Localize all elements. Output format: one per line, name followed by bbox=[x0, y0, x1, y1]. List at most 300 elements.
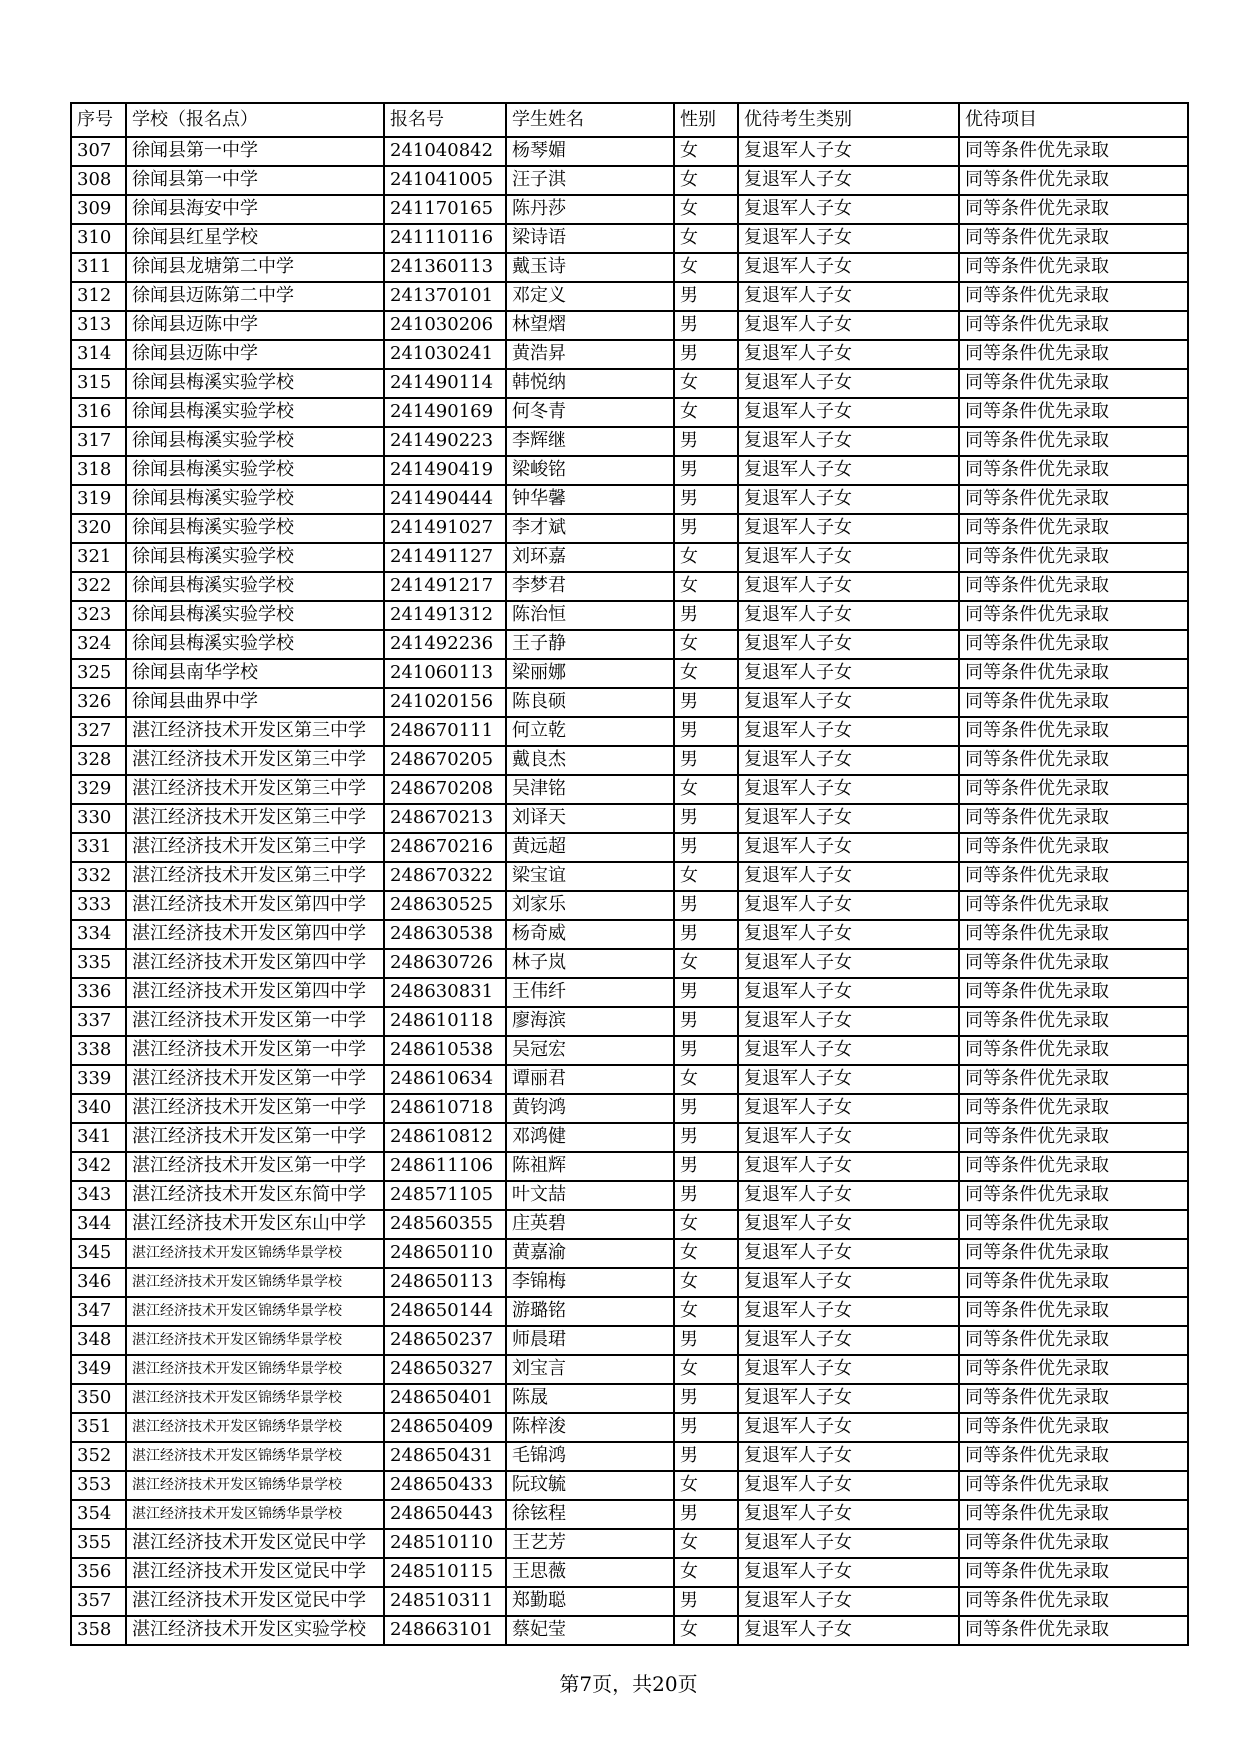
cell-item: 同等条件优先录取 bbox=[959, 746, 1188, 775]
cell-school: 湛江经济技术开发区觉民中学 bbox=[126, 1558, 384, 1587]
cell-reg-no: 241491217 bbox=[384, 572, 506, 601]
cell-seq: 322 bbox=[71, 572, 126, 601]
cell-student-name: 王思薇 bbox=[506, 1558, 674, 1587]
preferential-students-table bbox=[70, 102, 1189, 1646]
cell-reg-no: 248630538 bbox=[384, 920, 506, 949]
table-row bbox=[71, 514, 1188, 543]
cell-reg-no: 248670205 bbox=[384, 746, 506, 775]
cell-seq: 355 bbox=[71, 1529, 126, 1558]
table-row bbox=[71, 137, 1188, 166]
cell-student-name: 梁丽娜 bbox=[506, 659, 674, 688]
cell-gender: 男 bbox=[674, 282, 738, 311]
cell-gender: 男 bbox=[674, 1413, 738, 1442]
cell-seq: 325 bbox=[71, 659, 126, 688]
cell-reg-no: 248650409 bbox=[384, 1413, 506, 1442]
cell-student-name: 刘环嘉 bbox=[506, 543, 674, 572]
cell-item: 同等条件优先录取 bbox=[959, 1094, 1188, 1123]
cell-item: 同等条件优先录取 bbox=[959, 340, 1188, 369]
cell-reg-no: 248610812 bbox=[384, 1123, 506, 1152]
cell-reg-no: 248630525 bbox=[384, 891, 506, 920]
cell-seq: 318 bbox=[71, 456, 126, 485]
cell-school: 徐闻县红星学校 bbox=[126, 224, 384, 253]
cell-seq: 329 bbox=[71, 775, 126, 804]
table-row bbox=[71, 253, 1188, 282]
cell-school: 湛江经济技术开发区第一中学 bbox=[126, 1094, 384, 1123]
cell-school: 湛江经济技术开发区第四中学 bbox=[126, 920, 384, 949]
cell-gender: 女 bbox=[674, 398, 738, 427]
cell-reg-no: 248650327 bbox=[384, 1355, 506, 1384]
table-row bbox=[71, 1500, 1188, 1529]
table-row bbox=[71, 1239, 1188, 1268]
cell-student-name: 廖海滨 bbox=[506, 1007, 674, 1036]
cell-school: 湛江经济技术开发区锦绣华景学校 bbox=[126, 1239, 384, 1268]
cell-item: 同等条件优先录取 bbox=[959, 195, 1188, 224]
cell-seq: 351 bbox=[71, 1413, 126, 1442]
table-row bbox=[71, 601, 1188, 630]
table-row bbox=[71, 282, 1188, 311]
cell-school: 徐闻县海安中学 bbox=[126, 195, 384, 224]
cell-student-name: 钟华馨 bbox=[506, 485, 674, 514]
cell-school: 徐闻县曲界中学 bbox=[126, 688, 384, 717]
cell-gender: 男 bbox=[674, 514, 738, 543]
cell-reg-no: 248650401 bbox=[384, 1384, 506, 1413]
cell-category: 复退军人子女 bbox=[738, 688, 959, 717]
cell-school: 湛江经济技术开发区第四中学 bbox=[126, 949, 384, 978]
cell-school: 徐闻县梅溪实验学校 bbox=[126, 456, 384, 485]
cell-reg-no: 248650113 bbox=[384, 1268, 506, 1297]
cell-category: 复退军人子女 bbox=[738, 949, 959, 978]
table-row bbox=[71, 311, 1188, 340]
cell-reg-no: 241490169 bbox=[384, 398, 506, 427]
cell-gender: 女 bbox=[674, 1268, 738, 1297]
cell-school: 徐闻县梅溪实验学校 bbox=[126, 514, 384, 543]
table-row bbox=[71, 833, 1188, 862]
cell-category: 复退军人子女 bbox=[738, 456, 959, 485]
table-row bbox=[71, 1529, 1188, 1558]
cell-student-name: 李锦梅 bbox=[506, 1268, 674, 1297]
cell-seq: 345 bbox=[71, 1239, 126, 1268]
cell-seq: 340 bbox=[71, 1094, 126, 1123]
cell-item: 同等条件优先录取 bbox=[959, 1239, 1188, 1268]
cell-school: 湛江经济技术开发区第一中学 bbox=[126, 1152, 384, 1181]
cell-category: 复退军人子女 bbox=[738, 1123, 959, 1152]
cell-seq: 308 bbox=[71, 166, 126, 195]
cell-category: 复退军人子女 bbox=[738, 572, 959, 601]
cell-gender: 女 bbox=[674, 1210, 738, 1239]
cell-student-name: 王伟纤 bbox=[506, 978, 674, 1007]
cell-category: 复退军人子女 bbox=[738, 514, 959, 543]
cell-category: 复退军人子女 bbox=[738, 920, 959, 949]
cell-seq: 320 bbox=[71, 514, 126, 543]
table-row bbox=[71, 862, 1188, 891]
table-row bbox=[71, 1210, 1188, 1239]
cell-item: 同等条件优先录取 bbox=[959, 891, 1188, 920]
cell-gender: 女 bbox=[674, 1355, 738, 1384]
cell-school: 湛江经济技术开发区第一中学 bbox=[126, 1123, 384, 1152]
cell-gender: 女 bbox=[674, 630, 738, 659]
cell-gender: 女 bbox=[674, 137, 738, 166]
cell-category: 复退军人子女 bbox=[738, 833, 959, 862]
cell-seq: 324 bbox=[71, 630, 126, 659]
table-row bbox=[71, 1297, 1188, 1326]
cell-gender: 男 bbox=[674, 485, 738, 514]
cell-seq: 319 bbox=[71, 485, 126, 514]
table-row bbox=[71, 1268, 1188, 1297]
cell-gender: 男 bbox=[674, 804, 738, 833]
cell-item: 同等条件优先录取 bbox=[959, 1500, 1188, 1529]
cell-student-name: 杨琴媚 bbox=[506, 137, 674, 166]
cell-category: 复退军人子女 bbox=[738, 253, 959, 282]
cell-item: 同等条件优先录取 bbox=[959, 311, 1188, 340]
cell-category: 复退军人子女 bbox=[738, 1558, 959, 1587]
cell-student-name: 黄钧鸿 bbox=[506, 1094, 674, 1123]
cell-gender: 男 bbox=[674, 1442, 738, 1471]
table-row bbox=[71, 1384, 1188, 1413]
table-row bbox=[71, 1616, 1188, 1645]
cell-student-name: 叶文喆 bbox=[506, 1181, 674, 1210]
cell-seq: 357 bbox=[71, 1587, 126, 1616]
cell-item: 同等条件优先录取 bbox=[959, 398, 1188, 427]
cell-student-name: 刘译天 bbox=[506, 804, 674, 833]
cell-reg-no: 248670111 bbox=[384, 717, 506, 746]
cell-school: 湛江经济技术开发区第三中学 bbox=[126, 775, 384, 804]
cell-category: 复退军人子女 bbox=[738, 1297, 959, 1326]
cell-reg-no: 248670216 bbox=[384, 833, 506, 862]
cell-seq: 339 bbox=[71, 1065, 126, 1094]
cell-seq: 349 bbox=[71, 1355, 126, 1384]
cell-category: 复退军人子女 bbox=[738, 1210, 959, 1239]
table-row bbox=[71, 485, 1188, 514]
cell-seq: 335 bbox=[71, 949, 126, 978]
cell-seq: 307 bbox=[71, 137, 126, 166]
table-row bbox=[71, 1326, 1188, 1355]
cell-student-name: 师晨珺 bbox=[506, 1326, 674, 1355]
cell-seq: 337 bbox=[71, 1007, 126, 1036]
cell-seq: 312 bbox=[71, 282, 126, 311]
cell-item: 同等条件优先录取 bbox=[959, 688, 1188, 717]
cell-item: 同等条件优先录取 bbox=[959, 1181, 1188, 1210]
cell-gender: 男 bbox=[674, 456, 738, 485]
cell-item: 同等条件优先录取 bbox=[959, 224, 1188, 253]
cell-gender: 女 bbox=[674, 1529, 738, 1558]
cell-reg-no: 241360113 bbox=[384, 253, 506, 282]
cell-school: 湛江经济技术开发区锦绣华景学校 bbox=[126, 1500, 384, 1529]
cell-category: 复退军人子女 bbox=[738, 746, 959, 775]
cell-reg-no: 241040842 bbox=[384, 137, 506, 166]
cell-category: 复退军人子女 bbox=[738, 1384, 959, 1413]
cell-school: 徐闻县梅溪实验学校 bbox=[126, 572, 384, 601]
cell-item: 同等条件优先录取 bbox=[959, 978, 1188, 1007]
cell-seq: 330 bbox=[71, 804, 126, 833]
cell-seq: 358 bbox=[71, 1616, 126, 1645]
cell-school: 湛江经济技术开发区觉民中学 bbox=[126, 1587, 384, 1616]
header-gender: 性别 bbox=[674, 103, 738, 137]
cell-school: 湛江经济技术开发区第一中学 bbox=[126, 1007, 384, 1036]
cell-seq: 353 bbox=[71, 1471, 126, 1500]
cell-category: 复退军人子女 bbox=[738, 485, 959, 514]
cell-gender: 女 bbox=[674, 224, 738, 253]
cell-category: 复退军人子女 bbox=[738, 717, 959, 746]
cell-reg-no: 248610634 bbox=[384, 1065, 506, 1094]
cell-school: 徐闻县迈陈第二中学 bbox=[126, 282, 384, 311]
cell-reg-no: 241490444 bbox=[384, 485, 506, 514]
cell-student-name: 李梦君 bbox=[506, 572, 674, 601]
cell-seq: 310 bbox=[71, 224, 126, 253]
cell-category: 复退军人子女 bbox=[738, 166, 959, 195]
cell-student-name: 蔡妃莹 bbox=[506, 1616, 674, 1645]
cell-gender: 男 bbox=[674, 1007, 738, 1036]
cell-reg-no: 248610718 bbox=[384, 1094, 506, 1123]
cell-item: 同等条件优先录取 bbox=[959, 920, 1188, 949]
table-row bbox=[71, 717, 1188, 746]
cell-gender: 男 bbox=[674, 1181, 738, 1210]
cell-reg-no: 241491127 bbox=[384, 543, 506, 572]
cell-seq: 326 bbox=[71, 688, 126, 717]
header-row bbox=[71, 103, 1188, 137]
table-row bbox=[71, 1123, 1188, 1152]
cell-student-name: 郑勤聪 bbox=[506, 1587, 674, 1616]
cell-school: 湛江经济技术开发区实验学校 bbox=[126, 1616, 384, 1645]
table-row bbox=[71, 688, 1188, 717]
cell-school: 湛江经济技术开发区觉民中学 bbox=[126, 1529, 384, 1558]
cell-gender: 男 bbox=[674, 1326, 738, 1355]
cell-gender: 女 bbox=[674, 949, 738, 978]
table-row bbox=[71, 891, 1188, 920]
cell-gender: 女 bbox=[674, 862, 738, 891]
cell-reg-no: 248670213 bbox=[384, 804, 506, 833]
cell-item: 同等条件优先录取 bbox=[959, 137, 1188, 166]
cell-student-name: 戴玉诗 bbox=[506, 253, 674, 282]
cell-gender: 男 bbox=[674, 688, 738, 717]
table-row bbox=[71, 1442, 1188, 1471]
cell-reg-no: 241491312 bbox=[384, 601, 506, 630]
cell-school: 徐闻县梅溪实验学校 bbox=[126, 630, 384, 659]
cell-reg-no: 248650110 bbox=[384, 1239, 506, 1268]
cell-gender: 男 bbox=[674, 1587, 738, 1616]
cell-item: 同等条件优先录取 bbox=[959, 1355, 1188, 1384]
cell-gender: 男 bbox=[674, 891, 738, 920]
cell-category: 复退军人子女 bbox=[738, 1587, 959, 1616]
cell-gender: 男 bbox=[674, 1384, 738, 1413]
cell-seq: 338 bbox=[71, 1036, 126, 1065]
cell-student-name: 黄嘉渝 bbox=[506, 1239, 674, 1268]
cell-gender: 女 bbox=[674, 1471, 738, 1500]
cell-school: 湛江经济技术开发区第三中学 bbox=[126, 833, 384, 862]
cell-gender: 男 bbox=[674, 601, 738, 630]
cell-seq: 342 bbox=[71, 1152, 126, 1181]
cell-student-name: 毛锦鸿 bbox=[506, 1442, 674, 1471]
cell-student-name: 陈治恒 bbox=[506, 601, 674, 630]
cell-reg-no: 248560355 bbox=[384, 1210, 506, 1239]
cell-item: 同等条件优先录取 bbox=[959, 949, 1188, 978]
cell-item: 同等条件优先录取 bbox=[959, 1413, 1188, 1442]
table-row bbox=[71, 456, 1188, 485]
cell-gender: 男 bbox=[674, 1500, 738, 1529]
cell-category: 复退军人子女 bbox=[738, 1616, 959, 1645]
cell-seq: 348 bbox=[71, 1326, 126, 1355]
cell-school: 湛江经济技术开发区锦绣华景学校 bbox=[126, 1355, 384, 1384]
cell-gender: 女 bbox=[674, 1297, 738, 1326]
cell-item: 同等条件优先录取 bbox=[959, 253, 1188, 282]
cell-student-name: 黄远超 bbox=[506, 833, 674, 862]
cell-school: 徐闻县第一中学 bbox=[126, 137, 384, 166]
cell-school: 湛江经济技术开发区第三中学 bbox=[126, 862, 384, 891]
cell-student-name: 刘宝言 bbox=[506, 1355, 674, 1384]
cell-reg-no: 241370101 bbox=[384, 282, 506, 311]
cell-school: 湛江经济技术开发区第三中学 bbox=[126, 746, 384, 775]
table-row bbox=[71, 746, 1188, 775]
cell-seq: 352 bbox=[71, 1442, 126, 1471]
cell-item: 同等条件优先录取 bbox=[959, 1210, 1188, 1239]
cell-reg-no: 248650144 bbox=[384, 1297, 506, 1326]
cell-category: 复退军人子女 bbox=[738, 1152, 959, 1181]
cell-category: 复退军人子女 bbox=[738, 630, 959, 659]
cell-item: 同等条件优先录取 bbox=[959, 282, 1188, 311]
cell-gender: 男 bbox=[674, 340, 738, 369]
cell-gender: 男 bbox=[674, 1152, 738, 1181]
cell-student-name: 邓鸿健 bbox=[506, 1123, 674, 1152]
cell-category: 复退军人子女 bbox=[738, 137, 959, 166]
cell-seq: 341 bbox=[71, 1123, 126, 1152]
cell-school: 徐闻县南华学校 bbox=[126, 659, 384, 688]
cell-school: 湛江经济技术开发区锦绣华景学校 bbox=[126, 1442, 384, 1471]
cell-category: 复退军人子女 bbox=[738, 1036, 959, 1065]
cell-category: 复退军人子女 bbox=[738, 659, 959, 688]
table-row bbox=[71, 630, 1188, 659]
cell-category: 复退军人子女 bbox=[738, 1239, 959, 1268]
cell-gender: 男 bbox=[674, 1094, 738, 1123]
table-body bbox=[71, 137, 1188, 1645]
cell-student-name: 何立乾 bbox=[506, 717, 674, 746]
cell-category: 复退军人子女 bbox=[738, 1500, 959, 1529]
cell-category: 复退军人子女 bbox=[738, 282, 959, 311]
cell-reg-no: 248650443 bbox=[384, 1500, 506, 1529]
cell-reg-no: 248650433 bbox=[384, 1471, 506, 1500]
cell-student-name: 吴津铭 bbox=[506, 775, 674, 804]
table-row bbox=[71, 224, 1188, 253]
cell-item: 同等条件优先录取 bbox=[959, 717, 1188, 746]
cell-seq: 315 bbox=[71, 369, 126, 398]
cell-item: 同等条件优先录取 bbox=[959, 514, 1188, 543]
cell-category: 复退军人子女 bbox=[738, 862, 959, 891]
cell-gender: 男 bbox=[674, 717, 738, 746]
cell-school: 湛江经济技术开发区第一中学 bbox=[126, 1036, 384, 1065]
cell-student-name: 梁宝谊 bbox=[506, 862, 674, 891]
cell-school: 徐闻县迈陈中学 bbox=[126, 311, 384, 340]
cell-item: 同等条件优先录取 bbox=[959, 1616, 1188, 1645]
cell-item: 同等条件优先录取 bbox=[959, 1558, 1188, 1587]
table-row bbox=[71, 166, 1188, 195]
cell-school: 湛江经济技术开发区第四中学 bbox=[126, 978, 384, 1007]
table-row bbox=[71, 1065, 1188, 1094]
cell-student-name: 吴冠宏 bbox=[506, 1036, 674, 1065]
cell-student-name: 戴良杰 bbox=[506, 746, 674, 775]
cell-category: 复退军人子女 bbox=[738, 891, 959, 920]
cell-school: 湛江经济技术开发区第三中学 bbox=[126, 804, 384, 833]
cell-reg-no: 248571105 bbox=[384, 1181, 506, 1210]
table-row bbox=[71, 1007, 1188, 1036]
cell-item: 同等条件优先录取 bbox=[959, 1529, 1188, 1558]
cell-seq: 350 bbox=[71, 1384, 126, 1413]
cell-school: 湛江经济技术开发区锦绣华景学校 bbox=[126, 1326, 384, 1355]
cell-school: 湛江经济技术开发区第一中学 bbox=[126, 1065, 384, 1094]
cell-school: 徐闻县梅溪实验学校 bbox=[126, 601, 384, 630]
cell-item: 同等条件优先录取 bbox=[959, 1384, 1188, 1413]
cell-item: 同等条件优先录取 bbox=[959, 1268, 1188, 1297]
cell-seq: 332 bbox=[71, 862, 126, 891]
table-row bbox=[71, 369, 1188, 398]
cell-item: 同等条件优先录取 bbox=[959, 1123, 1188, 1152]
table-row bbox=[71, 1413, 1188, 1442]
cell-student-name: 李才斌 bbox=[506, 514, 674, 543]
cell-reg-no: 248630831 bbox=[384, 978, 506, 1007]
cell-student-name: 谭丽君 bbox=[506, 1065, 674, 1094]
cell-gender: 女 bbox=[674, 572, 738, 601]
cell-gender: 女 bbox=[674, 253, 738, 282]
cell-school: 湛江经济技术开发区锦绣华景学校 bbox=[126, 1384, 384, 1413]
cell-category: 复退军人子女 bbox=[738, 978, 959, 1007]
table-row bbox=[71, 1471, 1188, 1500]
table-row bbox=[71, 920, 1188, 949]
table-row bbox=[71, 775, 1188, 804]
cell-reg-no: 248670208 bbox=[384, 775, 506, 804]
cell-school: 徐闻县梅溪实验学校 bbox=[126, 427, 384, 456]
cell-seq: 343 bbox=[71, 1181, 126, 1210]
cell-seq: 317 bbox=[71, 427, 126, 456]
table-row bbox=[71, 659, 1188, 688]
cell-seq: 356 bbox=[71, 1558, 126, 1587]
cell-student-name: 阮玟毓 bbox=[506, 1471, 674, 1500]
cell-student-name: 梁峻铭 bbox=[506, 456, 674, 485]
header-student-name: 学生姓名 bbox=[506, 103, 674, 137]
header-item: 优待项目 bbox=[959, 103, 1188, 137]
cell-category: 复退军人子女 bbox=[738, 1413, 959, 1442]
table-row bbox=[71, 978, 1188, 1007]
cell-reg-no: 241030206 bbox=[384, 311, 506, 340]
cell-seq: 313 bbox=[71, 311, 126, 340]
cell-reg-no: 241492236 bbox=[384, 630, 506, 659]
cell-item: 同等条件优先录取 bbox=[959, 1587, 1188, 1616]
table-row bbox=[71, 949, 1188, 978]
cell-seq: 328 bbox=[71, 746, 126, 775]
cell-item: 同等条件优先录取 bbox=[959, 572, 1188, 601]
cell-school: 徐闻县梅溪实验学校 bbox=[126, 398, 384, 427]
cell-seq: 347 bbox=[71, 1297, 126, 1326]
cell-category: 复退军人子女 bbox=[738, 1007, 959, 1036]
cell-seq: 331 bbox=[71, 833, 126, 862]
cell-category: 复退军人子女 bbox=[738, 311, 959, 340]
cell-item: 同等条件优先录取 bbox=[959, 369, 1188, 398]
table-row bbox=[71, 340, 1188, 369]
cell-school: 徐闻县第一中学 bbox=[126, 166, 384, 195]
cell-reg-no: 248510110 bbox=[384, 1529, 506, 1558]
page-footer: 第7页，共20页 bbox=[559, 1672, 698, 1696]
cell-student-name: 邓定义 bbox=[506, 282, 674, 311]
cell-gender: 女 bbox=[674, 1065, 738, 1094]
cell-seq: 314 bbox=[71, 340, 126, 369]
header-reg-no: 报名号 bbox=[384, 103, 506, 137]
header-seq: 序号 bbox=[71, 103, 126, 137]
table-row bbox=[71, 1587, 1188, 1616]
cell-reg-no: 241170165 bbox=[384, 195, 506, 224]
cell-seq: 327 bbox=[71, 717, 126, 746]
cell-reg-no: 248663101 bbox=[384, 1616, 506, 1645]
cell-gender: 女 bbox=[674, 195, 738, 224]
cell-item: 同等条件优先录取 bbox=[959, 659, 1188, 688]
cell-student-name: 陈祖辉 bbox=[506, 1152, 674, 1181]
cell-category: 复退军人子女 bbox=[738, 1181, 959, 1210]
cell-school: 湛江经济技术开发区东简中学 bbox=[126, 1181, 384, 1210]
